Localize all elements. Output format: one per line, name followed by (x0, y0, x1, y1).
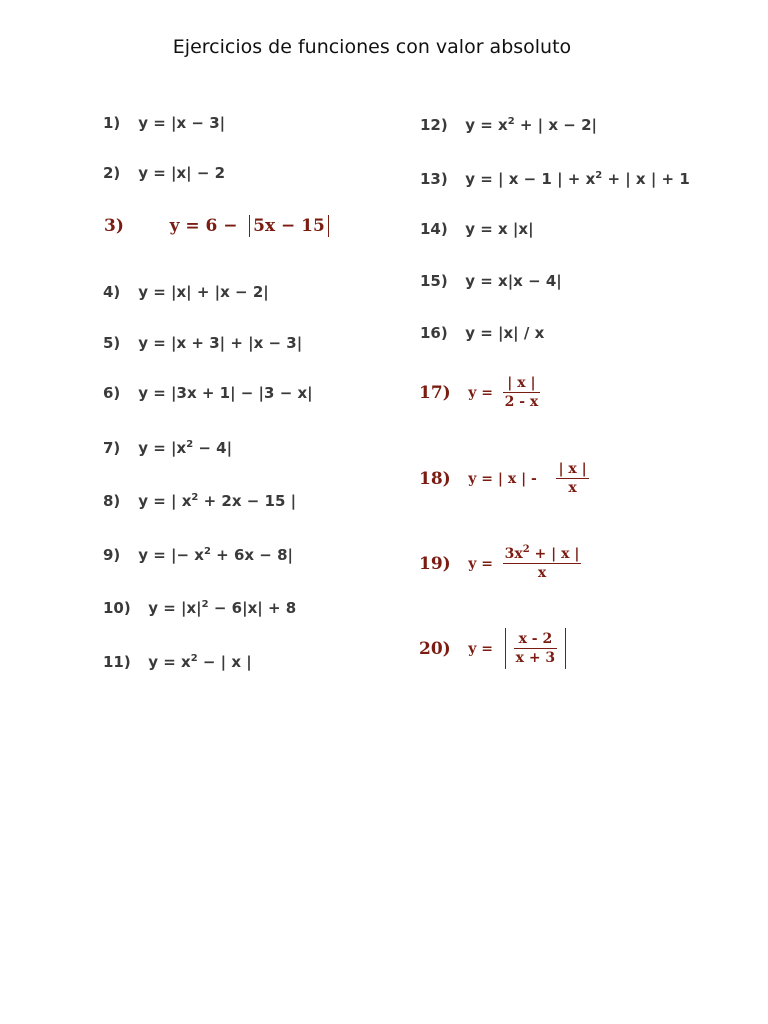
exercise-lhs: y = (468, 384, 494, 401)
exercise-number: 20) (419, 638, 451, 659)
exercise-number: 9) (103, 546, 121, 564)
exercise-number: 5) (103, 334, 121, 352)
exercise-expression: y = |x + 3| + |x − 3| (138, 334, 303, 352)
exercise-4 (103, 283, 269, 301)
exercise-number: 18) (419, 468, 451, 489)
exercise-number: 12) (420, 116, 448, 134)
exercise-14 (420, 220, 534, 238)
fraction-denominator: x (537, 565, 547, 581)
exercise-expression: y = x|x − 4| (465, 272, 562, 290)
fraction-denominator: x + 3 (515, 650, 556, 666)
fraction (514, 630, 558, 667)
exercise-number: 6) (103, 384, 121, 402)
absolute-value-bars (505, 628, 567, 669)
page-title: Ejercicios de funciones con valor absoluto (172, 36, 572, 58)
exercise-1 (103, 114, 225, 132)
fraction-numerator: $3x^2$ + | x | (504, 544, 580, 562)
exercise-number: 11) (103, 653, 131, 671)
exercise-expression: y = | $x^2 + 2x - 15$ | (138, 492, 297, 510)
fraction (503, 374, 541, 411)
fraction-numerator: x - 2 (514, 630, 558, 649)
absolute-value-term: 5x − 15 (249, 215, 329, 237)
exercise-17 (419, 374, 540, 411)
exercise-number: 16) (420, 324, 448, 342)
exercise-16 (420, 324, 544, 342)
fraction-numerator: | x | (558, 461, 587, 477)
exercise-expression: y = |x| / x (465, 324, 545, 342)
exercise-13 (420, 170, 690, 188)
exercise-9 (103, 546, 293, 564)
exercise-10 (103, 599, 296, 617)
exercise-7 (103, 439, 232, 457)
exercise-15 (420, 272, 562, 290)
fraction (503, 545, 582, 582)
exercise-number: 15) (420, 272, 448, 290)
fraction-numerator: | x | (503, 374, 541, 393)
exercise-number: 10) (103, 599, 131, 617)
exercise-number: 8) (103, 492, 121, 510)
exercise-expression: $y = |x^2 - 4|$ (138, 439, 233, 457)
exercise-lhs: y = (468, 640, 494, 657)
exercise-expression: y = |x − 3| (138, 114, 226, 132)
exercise-12 (420, 116, 597, 134)
exercise-number: 13) (420, 170, 448, 188)
exercise-11 (103, 653, 252, 671)
exercise-number: 14) (420, 220, 448, 238)
exercise-19 (419, 545, 581, 582)
exercise-number: 2) (103, 164, 121, 182)
fraction-denominator: x (568, 480, 577, 496)
exercise-2 (103, 164, 225, 182)
exercise-expression: y = |x| − 2 (138, 164, 226, 182)
exercise-expression: $y = |x|^2 - 6|x| + 8$ (148, 599, 297, 617)
exercise-expression: $y = x^2$ + | x − 2| (465, 116, 597, 134)
exercise-expression: y = | x − 1 | + $x^2$ + | x | + 1 (465, 170, 690, 188)
exercise-6 (103, 384, 313, 402)
exercise-lhs: y = | x | - (468, 470, 537, 487)
exercise-number: 3) (104, 216, 124, 236)
exercise-number: 7) (103, 439, 121, 457)
exercise-3 (104, 215, 329, 237)
fraction-denominator: 2 - x (504, 394, 539, 410)
exercise-18 (419, 460, 589, 497)
exercise-expression: y = |x| + |x − 2| (138, 283, 269, 301)
exercise-lhs: y = (468, 555, 494, 572)
exercise-5 (103, 334, 302, 352)
exercise-expression: y = |− $x^2 + 6x - 8|$ (138, 546, 294, 564)
exercise-number: 4) (103, 283, 121, 301)
exercise-expression: y = 6 − (169, 216, 238, 236)
exercise-8 (103, 492, 296, 510)
exercise-expression: y = x |x| (465, 220, 534, 238)
exercise-number: 1) (103, 114, 121, 132)
exercise-expression: y = |3x + 1| − |3 − x| (138, 384, 313, 402)
exercise-number: 19) (419, 553, 451, 574)
exercise-expression: $y = x^2$ − | x | (148, 653, 252, 671)
fraction (556, 460, 588, 497)
exercise-number: 17) (419, 382, 451, 403)
exercise-20 (419, 628, 566, 669)
